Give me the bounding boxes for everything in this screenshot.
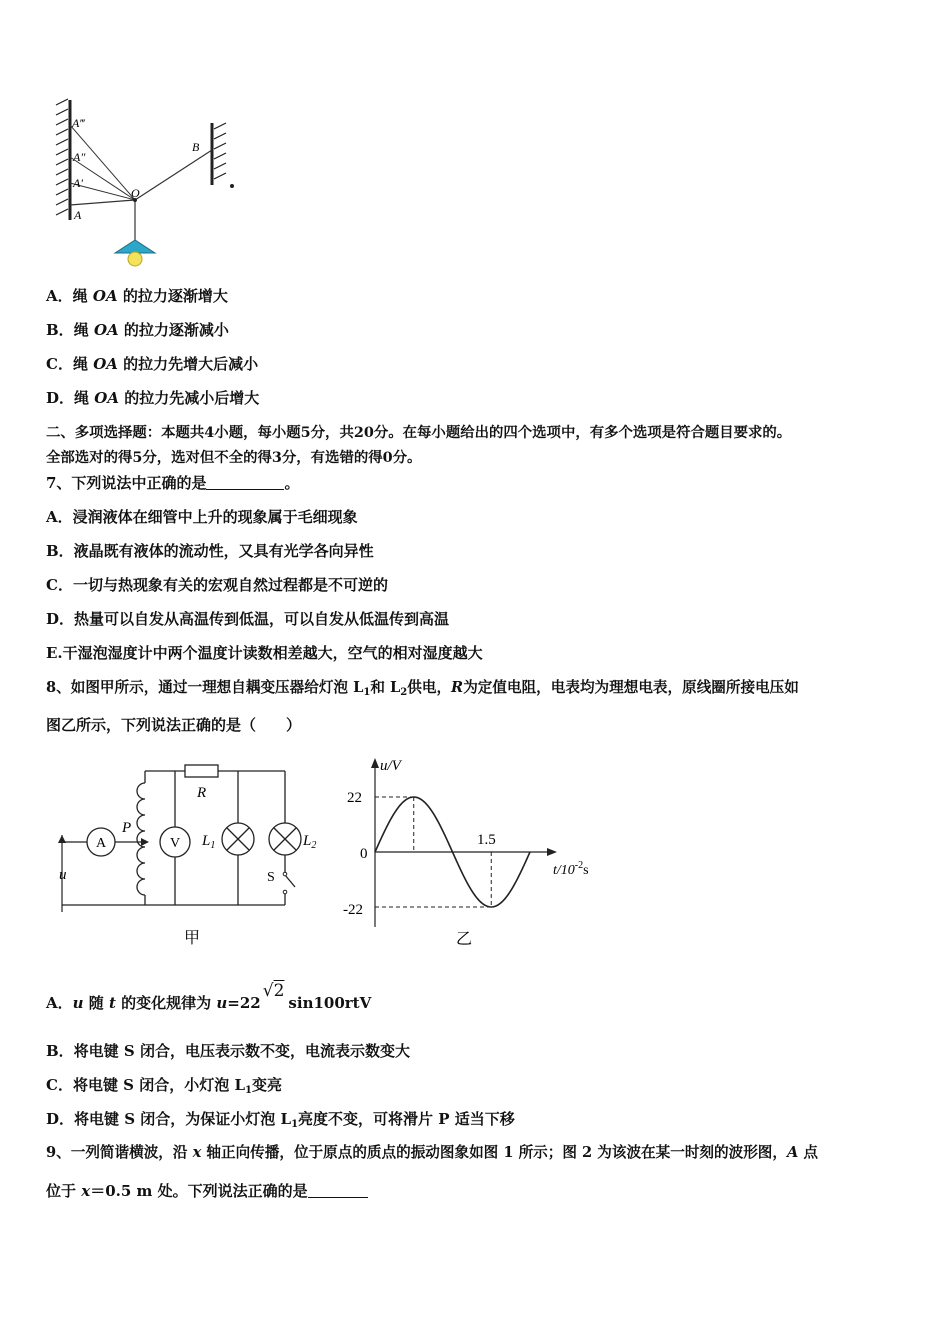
x-axis-label: $t/10^{-2}s$ <box>553 860 589 878</box>
tick-22: 22 <box>347 790 362 806</box>
q7-option-b: B．液晶既有液体的流动性，又具有光学各向异性 <box>46 542 374 560</box>
q7-option-e: E.干湿泡湿度计中两个温度计读数相差越大，空气的相对湿度越大 <box>46 644 483 662</box>
q7-option-a: A．浸润液体在细管中上升的现象属于毛细现象 <box>46 508 358 526</box>
label-b: B <box>192 140 200 154</box>
label-a2: A″ <box>73 150 86 164</box>
source-u-label: u <box>59 867 67 883</box>
q9-stem-line2: 位于 x＝0.5 m 处。下列说法正确的是 <box>46 1181 368 1201</box>
voltmeter-label: V <box>170 836 181 851</box>
q7-option-d: D．热量可以自发从高温传到低温，可以自发从低温传到高温 <box>46 610 450 628</box>
section2-heading-line2: 全部选对的得5分，选对但不全的得3分，有选错的得0分。 <box>46 449 422 466</box>
resistor-r-label: R <box>197 785 207 801</box>
label-a1: A′ <box>73 176 83 190</box>
lamp-l2-label: $L_2$ <box>303 833 317 851</box>
rope-lamp-figure <box>40 95 250 275</box>
q7-stem: 7、下列说法中正确的是 。 <box>46 474 300 492</box>
q9-stem-line1: 9、一列简谐横波，沿 x 轴正向传播，位于原点的质点的振动图象如图 1 所示；图 2 为该波在某一时刻的波形图，A 点 <box>46 1144 818 1161</box>
caption-jia: 甲 <box>184 930 201 947</box>
label-a3: A‴ <box>72 116 85 130</box>
q8-stem-line1: 8、如图甲所示，通过一理想自耦变压器给灯泡 $L_1$和 $L_2$供电，R为定值电阻，电表均为理想电表，原线圈所接电压如 <box>46 679 799 698</box>
tick-neg22: -22 <box>343 902 363 918</box>
q6-option-a: A．绳 OA 的拉力逐渐增大 <box>46 287 228 305</box>
lamp-l1-label: $L_1$ <box>202 833 216 851</box>
q8-option-d: D．将电键 S 闭合，为保证小灯泡 $L_1$亮度不变，可将滑片 P 适当下移 <box>46 1110 515 1130</box>
q8-option-a: A．u 随 t 的变化规律为 u=22√2sin100rtV <box>46 981 372 1012</box>
tick-0: 0 <box>360 846 368 862</box>
q6-option-b: B．绳 OA 的拉力逐渐减小 <box>46 321 229 339</box>
circuit-diagram <box>45 755 335 955</box>
label-o: O <box>131 186 140 200</box>
q8-option-c: C．将电键 S 闭合，小灯泡 $L_1$变亮 <box>46 1076 282 1096</box>
label-a: A <box>74 208 82 222</box>
tick-1-5: 1.5 <box>477 832 496 848</box>
q8-stem-line2: 图乙所示，下列说法正确的是（ ） <box>46 716 302 734</box>
y-axis-label: u/V <box>380 758 401 774</box>
switch-s-label: S <box>267 870 275 885</box>
caption-yi: 乙 <box>456 931 473 948</box>
q6-option-c: C．绳 OA 的拉力先增大后减小 <box>46 355 259 373</box>
slider-p-label: P <box>122 820 132 836</box>
voltage-graph <box>335 752 625 952</box>
q6-option-d: D．绳 OA 的拉力先减小后增大 <box>46 389 260 407</box>
q8-option-b: B．将电键 S 闭合，电压表示数不变，电流表示数变大 <box>46 1042 410 1060</box>
q7-option-c: C．一切与热现象有关的宏观自然过程都是不可逆的 <box>46 576 388 594</box>
ammeter-label: A <box>96 836 107 851</box>
section2-heading-line1: 二、多项选择题：本题共4小题，每小题5分，共20分。在每小题给出的四个选项中，有多个选项是符合题目要求的。 <box>46 424 792 441</box>
